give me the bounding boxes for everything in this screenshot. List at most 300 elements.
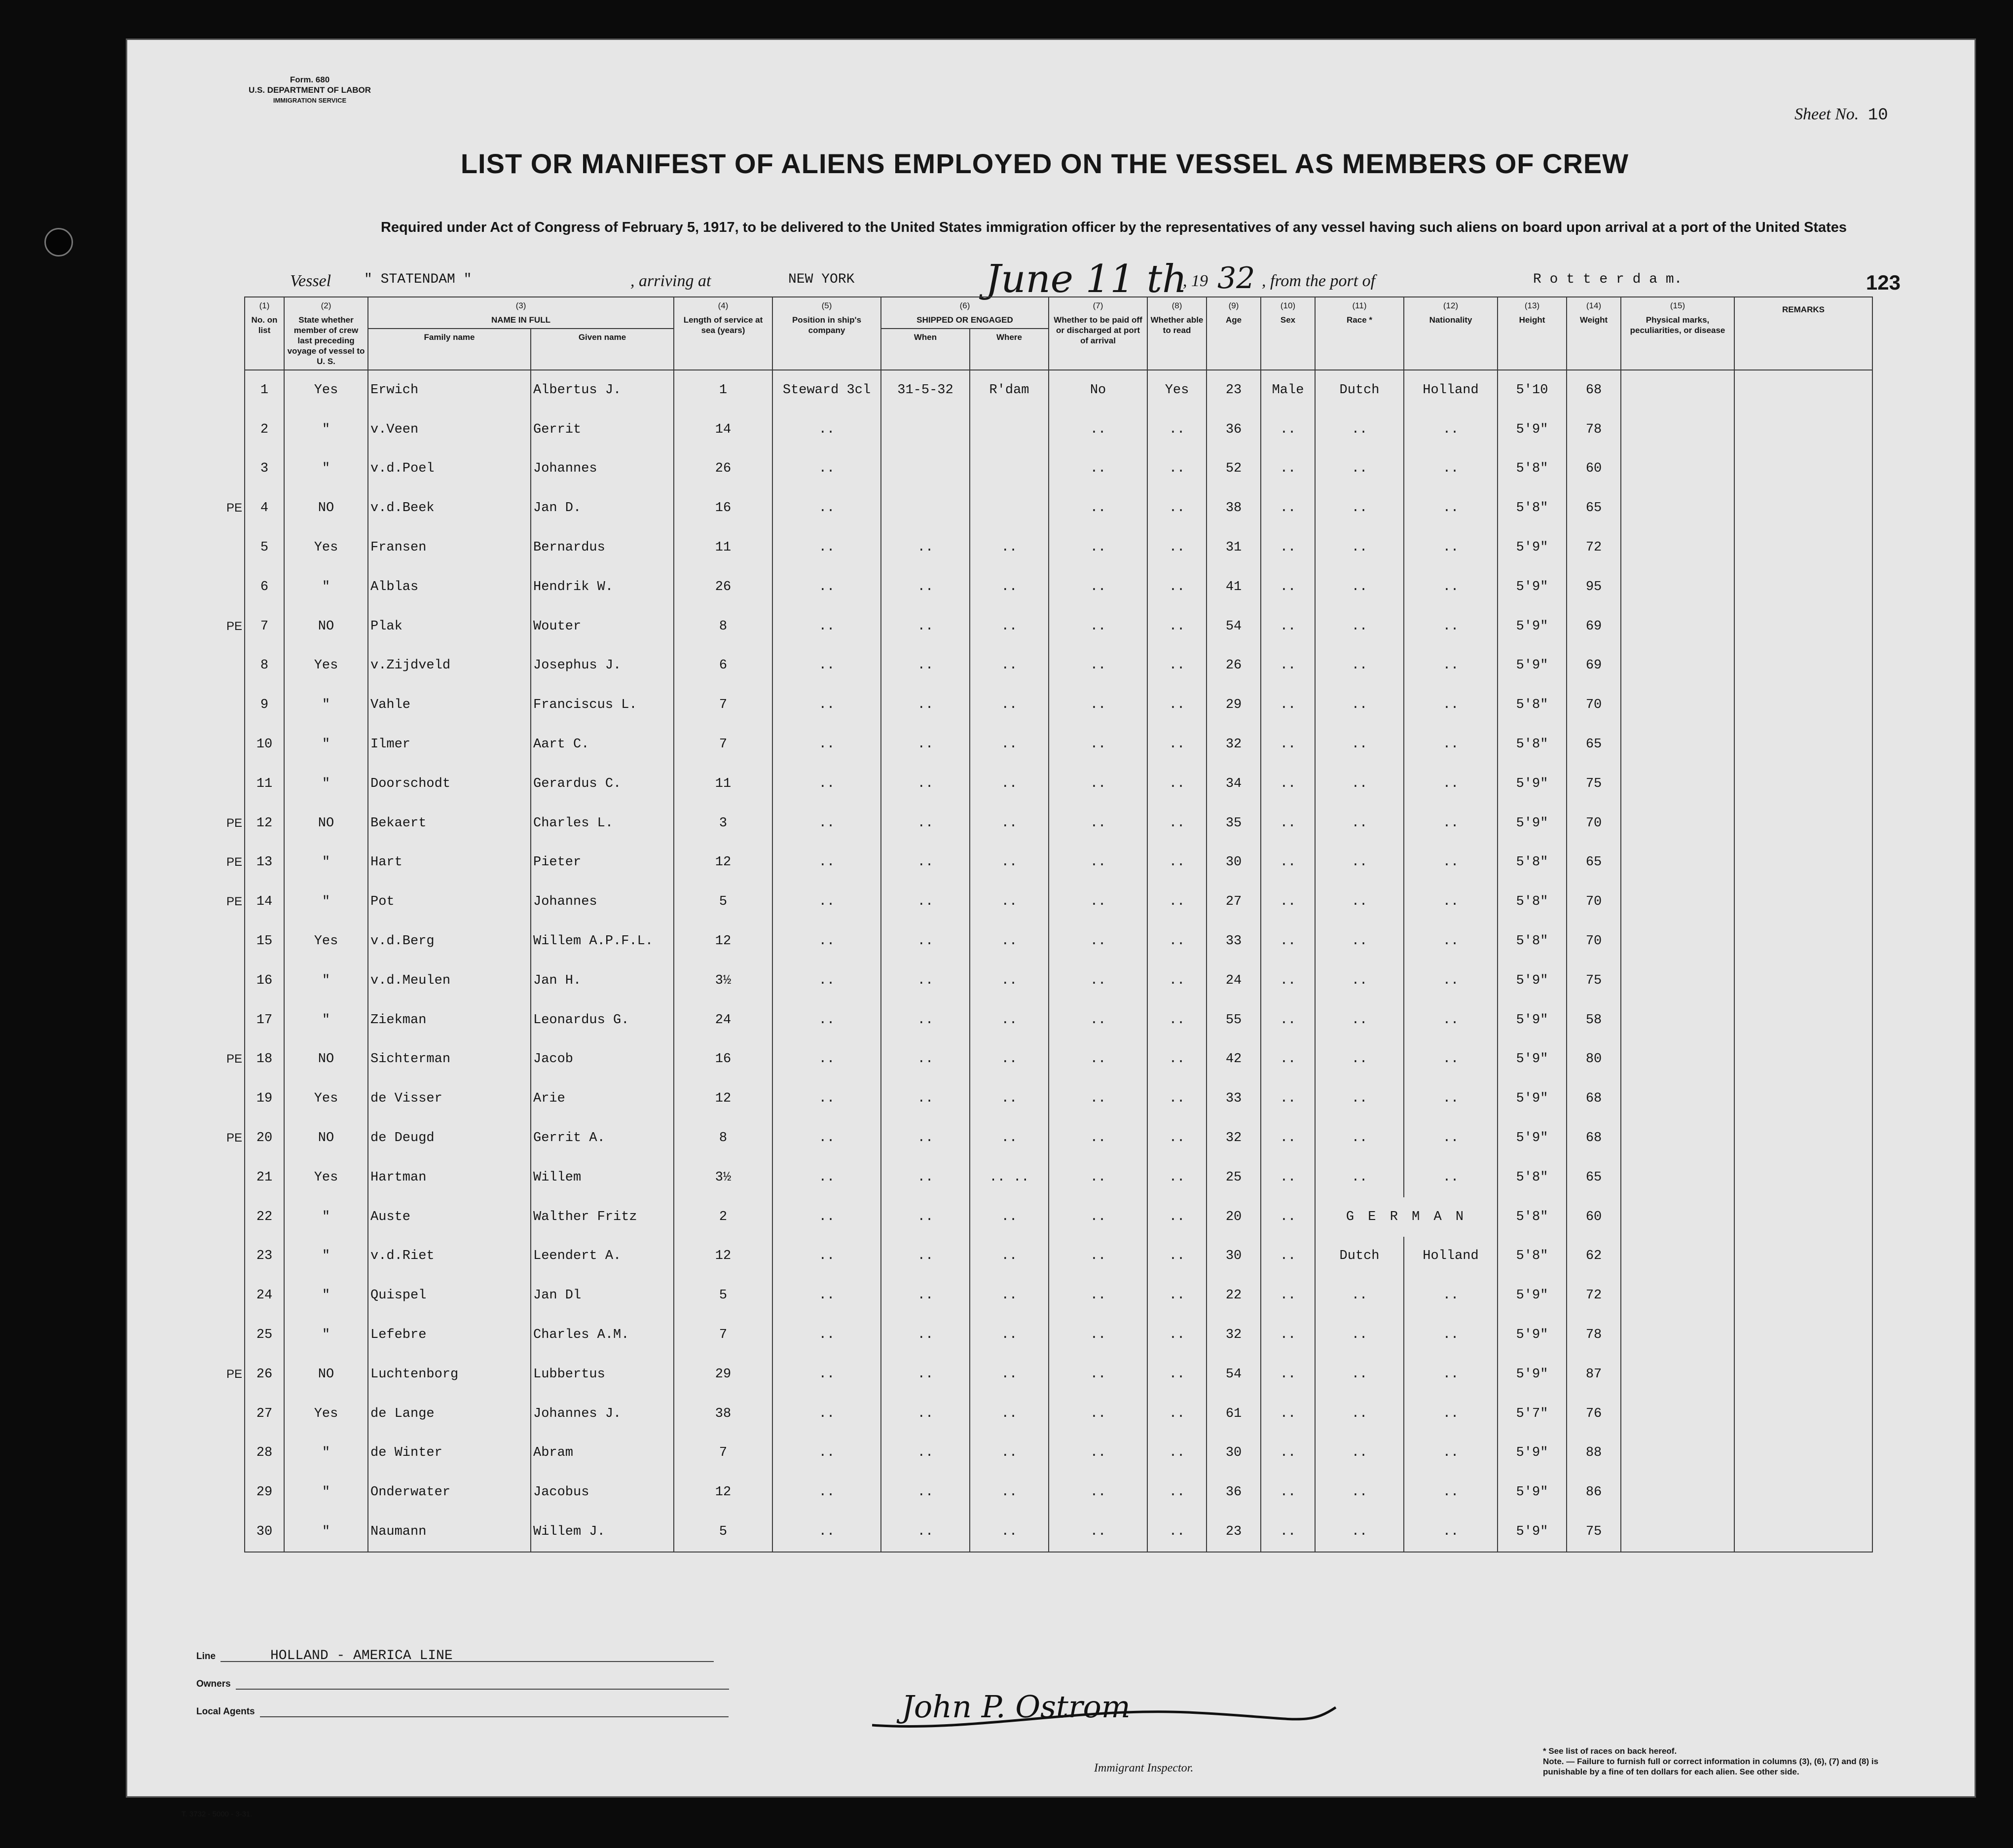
table-row [185, 646, 1872, 686]
row-shipped-when: .. [881, 1394, 970, 1434]
row-race: .. [1315, 725, 1404, 764]
row-position: .. [772, 1118, 881, 1158]
row-race: .. [1315, 1355, 1404, 1394]
row-list-number: 16 [245, 961, 284, 1000]
row-shipped-where: .. [970, 1118, 1049, 1158]
sheet-number-label: Sheet No. [1794, 105, 1859, 123]
row-nationality: .. [1404, 922, 1498, 961]
header-physical-marks: (15) Physical marks, peculiarities, or disease [1621, 297, 1734, 370]
row-family-name: Ziekman [368, 1000, 531, 1040]
row-physical-marks [1621, 1040, 1734, 1079]
row-list-number: 15 [245, 922, 284, 961]
row-list-number: 20 [245, 1118, 284, 1158]
row-position: .. [772, 843, 881, 883]
row-sex: .. [1261, 410, 1315, 449]
row-position: .. [772, 646, 881, 686]
row-shipped-when: .. [881, 528, 970, 567]
row-family-name: v.Veen [368, 410, 531, 449]
row-list-number: 25 [245, 1315, 284, 1355]
row-height: 5'8" [1498, 1158, 1567, 1197]
row-paid-off: .. [1049, 1315, 1147, 1355]
crew-manifest-table [185, 296, 1873, 1552]
row-physical-marks [1621, 961, 1734, 1000]
row-family-name: Naumann [368, 1512, 531, 1552]
year-suffix: 32 [1217, 261, 1255, 296]
row-length-of-service: 12 [674, 1237, 772, 1276]
row-paid-off: .. [1049, 1118, 1147, 1158]
row-nationality: .. [1404, 1355, 1498, 1394]
header-remarks: REMARKS [1734, 297, 1872, 370]
row-previous-voyage: NO [284, 1040, 368, 1079]
row-shipped-where: .. [970, 725, 1049, 764]
row-height: 5'9" [1498, 567, 1567, 607]
inspector-signature [872, 1678, 1346, 1737]
page-subtitle: Required under Act of Congress of February 5, 1917, to be delivered to the United States immigration officer by the representatives of any vessel having such aliens on board upon arrival at a port of the United States [380, 220, 1847, 235]
row-weight: 65 [1567, 1158, 1621, 1197]
row-list-number: 14 [245, 882, 284, 922]
row-previous-voyage: " [284, 1237, 368, 1276]
row-height: 5'9" [1498, 607, 1567, 646]
row-given-name: Willem J. [531, 1512, 674, 1552]
row-able-to-read: .. [1147, 528, 1207, 567]
row-position: .. [772, 1355, 881, 1394]
row-remarks [1734, 764, 1872, 804]
row-family-name: Onderwater [368, 1473, 531, 1512]
row-sex: .. [1261, 843, 1315, 883]
row-family-name: Hart [368, 843, 531, 883]
row-position: .. [772, 1473, 881, 1512]
row-remarks [1734, 1355, 1872, 1394]
row-position: Steward 3cl [772, 370, 881, 410]
row-sex: .. [1261, 567, 1315, 607]
row-physical-marks [1621, 804, 1734, 843]
row-remarks [1734, 843, 1872, 883]
header-age: (9) Age [1207, 297, 1261, 370]
row-height: 5'9" [1498, 1434, 1567, 1473]
row-shipped-when: .. [881, 646, 970, 686]
row-position: .. [772, 1000, 881, 1040]
row-list-number: 22 [245, 1197, 284, 1237]
table-row [185, 843, 1872, 883]
row-family-name: v.Zijdveld [368, 646, 531, 686]
row-able-to-read: .. [1147, 1473, 1207, 1512]
row-race: .. [1315, 1079, 1404, 1118]
manifest-sheet [126, 38, 1976, 1818]
row-sex: .. [1261, 1000, 1315, 1040]
row-height: 5'9" [1498, 764, 1567, 804]
page-number: 123 [1866, 271, 1901, 294]
row-family-name: Doorschodt [368, 764, 531, 804]
header-position: (5) Position in ship's company [772, 297, 881, 370]
row-mark [185, 1512, 245, 1552]
row-age: 36 [1207, 1473, 1261, 1512]
row-length-of-service: 7 [674, 685, 772, 725]
row-length-of-service: 12 [674, 1473, 772, 1512]
row-previous-voyage: " [284, 1276, 368, 1315]
table-row [185, 1512, 1872, 1552]
row-height: 5'9" [1498, 528, 1567, 567]
row-race: .. [1315, 528, 1404, 567]
row-position: .. [772, 528, 881, 567]
row-height: 5'8" [1498, 882, 1567, 922]
row-height: 5'8" [1498, 922, 1567, 961]
row-mark: PE [226, 816, 242, 830]
row-paid-off: .. [1049, 804, 1147, 843]
row-shipped-where: .. [970, 1197, 1049, 1237]
table-row [185, 1040, 1872, 1079]
row-mark [185, 961, 245, 1000]
row-length-of-service: 38 [674, 1394, 772, 1434]
row-age: 20 [1207, 1197, 1261, 1237]
header-name-in-full: (3) NAME IN FULL [368, 297, 674, 329]
row-race: .. [1315, 1158, 1404, 1197]
row-length-of-service: 5 [674, 1512, 772, 1552]
row-shipped-when: .. [881, 1079, 970, 1118]
row-height: 5'9" [1498, 1512, 1567, 1552]
row-mark [185, 922, 245, 961]
row-position: .. [772, 1276, 881, 1315]
row-length-of-service: 11 [674, 528, 772, 567]
row-mark [185, 370, 245, 410]
row-previous-voyage: Yes [284, 1394, 368, 1434]
row-family-name: Lefebre [368, 1315, 531, 1355]
table-row [185, 1237, 1872, 1276]
row-race: .. [1315, 843, 1404, 883]
row-length-of-service: 8 [674, 607, 772, 646]
header-sex: (10) Sex [1261, 297, 1315, 370]
row-race: .. [1315, 410, 1404, 449]
row-family-name: de Visser [368, 1079, 531, 1118]
table-row [185, 1118, 1872, 1158]
row-list-number: 26 [245, 1355, 284, 1394]
row-shipped-where: .. [970, 1315, 1049, 1355]
row-given-name: Lubbertus [531, 1355, 674, 1394]
row-physical-marks [1621, 488, 1734, 528]
line-field [196, 1648, 714, 1663]
row-shipped-when: .. [881, 1237, 970, 1276]
row-able-to-read: .. [1147, 1040, 1207, 1079]
row-physical-marks [1621, 725, 1734, 764]
row-age: 55 [1207, 1000, 1261, 1040]
row-sex: .. [1261, 1355, 1315, 1394]
row-paid-off: .. [1049, 410, 1147, 449]
row-sex: .. [1261, 1434, 1315, 1473]
table-row [185, 1315, 1872, 1355]
form-number: Form. 680 [290, 75, 330, 84]
row-race: .. [1315, 804, 1404, 843]
row-position: .. [772, 804, 881, 843]
row-shipped-when: 31-5-32 [881, 370, 970, 410]
crew-rows [185, 370, 1872, 1552]
row-position: .. [772, 1394, 881, 1434]
row-length-of-service: 6 [674, 646, 772, 686]
row-physical-marks [1621, 1158, 1734, 1197]
row-family-name: Alblas [368, 567, 531, 607]
row-shipped-where: .. [970, 804, 1049, 843]
row-given-name: Albertus J. [531, 370, 674, 410]
row-previous-voyage: Yes [284, 646, 368, 686]
row-race: Dutch [1315, 1237, 1404, 1276]
row-shipped-when: .. [881, 1512, 970, 1552]
row-length-of-service: 1 [674, 370, 772, 410]
row-shipped-where: .. [970, 922, 1049, 961]
row-able-to-read: .. [1147, 922, 1207, 961]
row-mark [185, 1434, 245, 1473]
row-shipped-where: .. [970, 646, 1049, 686]
row-nationality: .. [1404, 1394, 1498, 1434]
row-given-name: Willem [531, 1158, 674, 1197]
row-paid-off: .. [1049, 1276, 1147, 1315]
row-position: .. [772, 961, 881, 1000]
row-race: .. [1315, 685, 1404, 725]
row-remarks [1734, 1000, 1872, 1040]
row-mark [185, 1315, 245, 1355]
row-able-to-read: .. [1147, 607, 1207, 646]
row-able-to-read: .. [1147, 1079, 1207, 1118]
row-mark: PE [226, 1052, 242, 1066]
row-given-name: Pieter [531, 843, 674, 883]
row-shipped-when [881, 449, 970, 489]
row-age: 27 [1207, 882, 1261, 922]
row-physical-marks [1621, 843, 1734, 883]
row-sex: .. [1261, 449, 1315, 489]
row-position: .. [772, 449, 881, 489]
row-age: 38 [1207, 488, 1261, 528]
row-length-of-service: 7 [674, 1315, 772, 1355]
row-shipped-where: .. [970, 843, 1049, 883]
header-previous-voyage: (2) State whether member of crew last preceding voyage of vessel to U. S. [284, 297, 368, 370]
row-shipped-where: .. [970, 1237, 1049, 1276]
row-able-to-read: .. [1147, 1434, 1207, 1473]
header-when: When [881, 329, 970, 370]
row-paid-off: .. [1049, 1197, 1147, 1237]
row-race: .. [1315, 646, 1404, 686]
row-able-to-read: .. [1147, 488, 1207, 528]
row-list-number: 6 [245, 567, 284, 607]
row-shipped-where [970, 488, 1049, 528]
table-row [185, 370, 1872, 410]
row-length-of-service: 16 [674, 1040, 772, 1079]
row-physical-marks [1621, 1394, 1734, 1434]
row-race: .. [1315, 882, 1404, 922]
row-length-of-service: 3 [674, 804, 772, 843]
row-family-name: v.d.Riet [368, 1237, 531, 1276]
row-nationality: .. [1404, 725, 1498, 764]
row-paid-off: .. [1049, 449, 1147, 489]
row-weight: 69 [1567, 646, 1621, 686]
row-age: 29 [1207, 685, 1261, 725]
row-mark [185, 1000, 245, 1040]
row-shipped-where [970, 410, 1049, 449]
row-weight: 68 [1567, 1079, 1621, 1118]
row-remarks [1734, 410, 1872, 449]
header-list-number: (1) No. on list [245, 297, 284, 370]
row-remarks [1734, 1276, 1872, 1315]
row-height: 5'8" [1498, 843, 1567, 883]
row-family-name: Ilmer [368, 725, 531, 764]
row-list-number: 1 [245, 370, 284, 410]
row-shipped-when: .. [881, 1040, 970, 1079]
row-remarks [1734, 1394, 1872, 1434]
row-list-number: 9 [245, 685, 284, 725]
row-position: .. [772, 1197, 881, 1237]
row-nationality: Holland [1404, 1237, 1498, 1276]
table-row [185, 685, 1872, 725]
row-able-to-read: .. [1147, 1118, 1207, 1158]
row-height: 5'8" [1498, 1197, 1567, 1237]
header-shipped-or-engaged: (6) SHIPPED OR ENGAGED [881, 297, 1049, 329]
line-value: HOLLAND - AMERICA LINE [270, 1648, 453, 1663]
row-weight: 78 [1567, 410, 1621, 449]
row-previous-voyage: Yes [284, 1158, 368, 1197]
row-physical-marks [1621, 1197, 1734, 1237]
row-age: 30 [1207, 1237, 1261, 1276]
vessel-label: Vessel [290, 272, 331, 290]
row-shipped-where: .. [970, 764, 1049, 804]
row-previous-voyage: Yes [284, 922, 368, 961]
row-height: 5'7" [1498, 1394, 1567, 1434]
row-sex: .. [1261, 804, 1315, 843]
row-race: .. [1315, 1315, 1404, 1355]
row-family-name: v.d.Berg [368, 922, 531, 961]
vessel-line [127, 257, 1975, 301]
row-remarks [1734, 1473, 1872, 1512]
row-mark [185, 1079, 245, 1118]
table-row [185, 410, 1872, 449]
row-remarks [1734, 882, 1872, 922]
row-weight: 87 [1567, 1355, 1621, 1394]
row-length-of-service: 14 [674, 410, 772, 449]
row-weight: 58 [1567, 1000, 1621, 1040]
row-shipped-when: .. [881, 567, 970, 607]
row-nationality: Holland [1404, 370, 1498, 410]
row-age: 23 [1207, 370, 1261, 410]
row-weight: 80 [1567, 1040, 1621, 1079]
row-given-name: Josephus J. [531, 646, 674, 686]
row-age: 61 [1207, 1394, 1261, 1434]
row-weight: 62 [1567, 1237, 1621, 1276]
row-sex: Male [1261, 370, 1315, 410]
row-family-name: de Winter [368, 1434, 531, 1473]
row-position: .. [772, 764, 881, 804]
row-shipped-when: .. [881, 1276, 970, 1315]
row-sex: .. [1261, 1197, 1315, 1237]
form-identifier [206, 74, 413, 106]
row-weight: 95 [1567, 567, 1621, 607]
row-race: G E R M A N [1315, 1197, 1498, 1237]
row-previous-voyage: NO [284, 1355, 368, 1394]
row-previous-voyage: " [284, 1434, 368, 1473]
row-position: .. [772, 567, 881, 607]
row-shipped-where: .. [970, 1434, 1049, 1473]
service-name: IMMIGRATION SERVICE [273, 97, 347, 104]
row-sex: .. [1261, 1315, 1315, 1355]
row-height: 5'8" [1498, 449, 1567, 489]
row-mark [185, 1276, 245, 1315]
row-given-name: Aart C. [531, 725, 674, 764]
row-family-name: v.d.Meulen [368, 961, 531, 1000]
row-nationality: .. [1404, 1473, 1498, 1512]
table-row [185, 1394, 1872, 1434]
row-weight: 68 [1567, 370, 1621, 410]
row-age: 33 [1207, 1079, 1261, 1118]
row-position: .. [772, 1512, 881, 1552]
row-weight: 75 [1567, 764, 1621, 804]
row-shipped-when: .. [881, 607, 970, 646]
row-able-to-read: .. [1147, 1158, 1207, 1197]
row-nationality: .. [1404, 1315, 1498, 1355]
row-shipped-where: .. .. [970, 1158, 1049, 1197]
row-sex: .. [1261, 1276, 1315, 1315]
row-list-number: 10 [245, 725, 284, 764]
row-remarks [1734, 1158, 1872, 1197]
row-sex: .. [1261, 528, 1315, 567]
row-family-name: Auste [368, 1197, 531, 1237]
row-sex: .. [1261, 1473, 1315, 1512]
row-shipped-when: .. [881, 804, 970, 843]
row-previous-voyage: " [284, 882, 368, 922]
row-physical-marks [1621, 1118, 1734, 1158]
row-mark: PE [226, 855, 242, 869]
row-remarks [1734, 1040, 1872, 1079]
row-length-of-service: 2 [674, 1197, 772, 1237]
row-age: 24 [1207, 961, 1261, 1000]
row-length-of-service: 3½ [674, 1158, 772, 1197]
row-remarks [1734, 1512, 1872, 1552]
owners-label: Owners [196, 1679, 231, 1689]
row-length-of-service: 29 [674, 1355, 772, 1394]
row-list-number: 19 [245, 1079, 284, 1118]
row-able-to-read: .. [1147, 725, 1207, 764]
row-family-name: Bekaert [368, 804, 531, 843]
row-nationality: .. [1404, 804, 1498, 843]
row-nationality: .. [1404, 1434, 1498, 1473]
row-height: 5'8" [1498, 488, 1567, 528]
owners-field [196, 1679, 729, 1690]
row-previous-voyage: " [284, 1000, 368, 1040]
svg-text:John P. Ostrom: John P. Ostrom [902, 1689, 1131, 1725]
row-family-name: Pot [368, 882, 531, 922]
row-position: .. [772, 607, 881, 646]
row-remarks [1734, 961, 1872, 1000]
row-nationality: .. [1404, 449, 1498, 489]
row-previous-voyage: " [284, 449, 368, 489]
header-family-name: Family name [368, 329, 531, 370]
row-list-number: 3 [245, 449, 284, 489]
row-height: 5'9" [1498, 1355, 1567, 1394]
row-sex: .. [1261, 764, 1315, 804]
row-previous-voyage: " [284, 410, 368, 449]
row-weight: 70 [1567, 922, 1621, 961]
row-remarks [1734, 370, 1872, 410]
row-length-of-service: 3½ [674, 961, 772, 1000]
local-agents-field [196, 1706, 729, 1717]
row-race: .. [1315, 607, 1404, 646]
row-mark [185, 1237, 245, 1276]
row-length-of-service: 7 [674, 1434, 772, 1473]
row-race: .. [1315, 1040, 1404, 1079]
row-previous-voyage: " [284, 1315, 368, 1355]
row-position: .. [772, 922, 881, 961]
row-mark [185, 1158, 245, 1197]
row-length-of-service: 12 [674, 843, 772, 883]
row-list-number: 7 [245, 607, 284, 646]
row-race: .. [1315, 1473, 1404, 1512]
table-row [185, 1158, 1872, 1197]
row-physical-marks [1621, 567, 1734, 607]
row-mark: PE [226, 1131, 242, 1145]
row-age: 30 [1207, 1434, 1261, 1473]
